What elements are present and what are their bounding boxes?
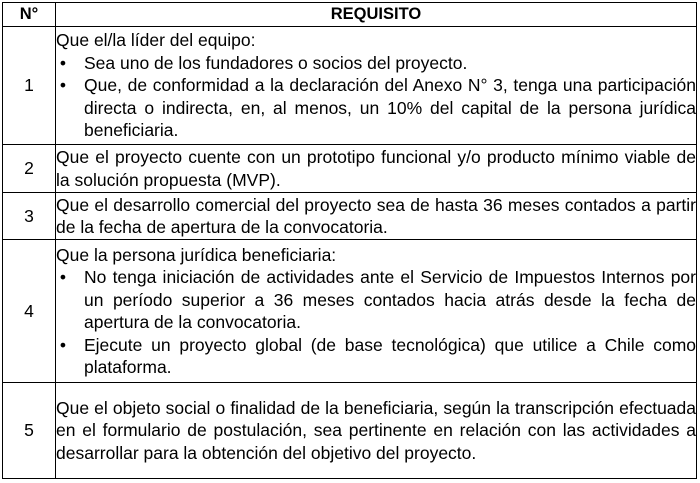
list-item: • Que, de conformidad a la declaración del Anexo N° 3, tenga una participación directa o indirecta, en, al menos, un 10% del capital de la persona jurídica beneficiaria. <box>56 74 696 142</box>
requirement-text: Que el objeto social o finalidad de la beneficiaria, según la transcripción efectuada en el formulario de postulación, sea pertinente en relación con las actividades a desarrollar para la obtención del objetivo del proyecto. <box>56 383 697 479</box>
requirement-text: Que el proyecto cuente con un prototipo funcional y/o producto mínimo viable de la solución propuesta (MVP). <box>56 145 697 193</box>
table-row <box>3 145 697 193</box>
bullet-list <box>56 52 696 142</box>
row-number: 1 <box>3 27 56 145</box>
requirement-cell <box>56 240 697 383</box>
requirements-table <box>2 2 697 479</box>
row-number: 2 <box>3 145 56 193</box>
requirement-cell <box>56 27 697 145</box>
row-number: 3 <box>3 193 56 240</box>
bullet-icon: • <box>59 75 67 96</box>
list-item: • No tenga iniciación de actividades ante el Servicio de Impuestos Internos por un período superior a 36 meses contados hacia atrás desde la fecha de apertura de la convocatoria. <box>56 266 696 334</box>
table-row <box>3 240 697 383</box>
header-number: N° <box>3 3 56 27</box>
table-row <box>3 383 697 479</box>
bullet-icon: • <box>59 52 67 73</box>
row-number: 4 <box>3 240 56 383</box>
bullet-list <box>56 266 696 379</box>
requirement-intro: Que el/la líder del equipo: <box>56 30 256 51</box>
header-requirement: REQUISITO <box>56 3 697 27</box>
requirement-intro: Que la persona jurídica beneficiaria: <box>56 244 337 265</box>
list-item: • Ejecute un proyecto global (de base tecnológica) que utilice a Chile como plataforma. <box>56 334 696 379</box>
table-row <box>3 193 697 240</box>
header-row <box>3 3 697 27</box>
table-row <box>3 27 697 145</box>
list-item: • Sea uno de los fundadores o socios del proyecto. <box>56 52 696 75</box>
bullet-icon: • <box>59 267 67 287</box>
bullet-icon: • <box>59 334 67 355</box>
row-number: 5 <box>3 383 56 479</box>
requirement-text: Que el desarrollo comercial del proyecto sea de hasta 36 meses contados a partir de la fecha de apertura de la convocatoria. <box>56 193 697 240</box>
